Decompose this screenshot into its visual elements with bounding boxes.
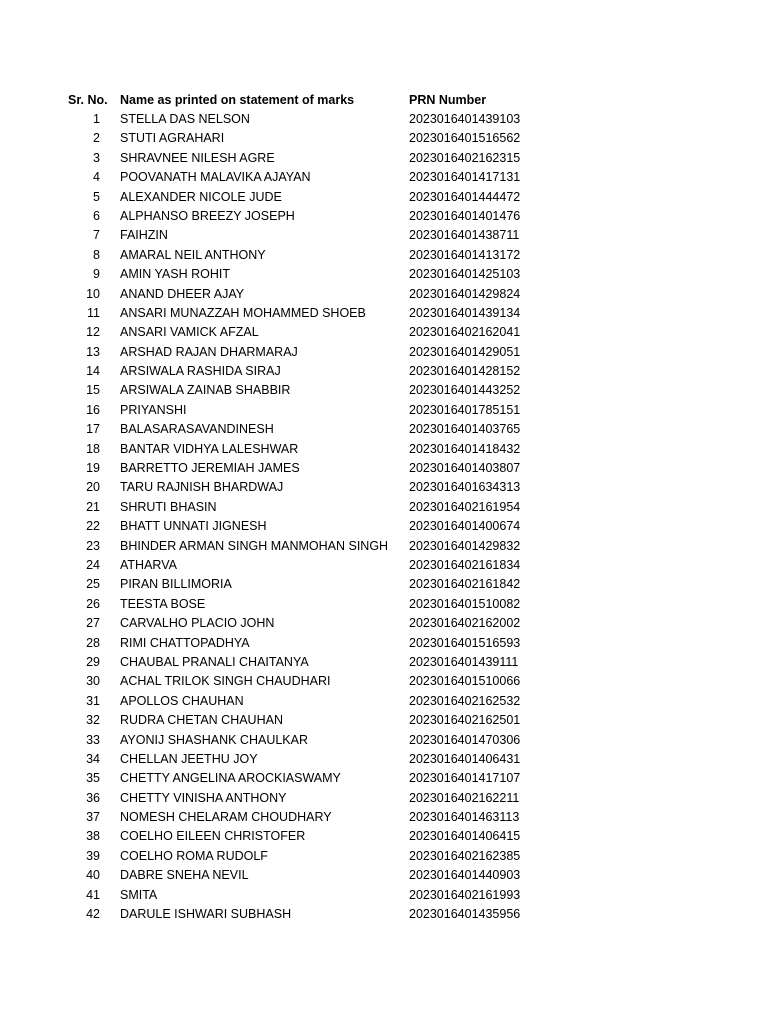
prn-cell: 2023016402162315 xyxy=(409,150,521,165)
table-row xyxy=(0,847,768,866)
prn-cell: 2023016401439103 xyxy=(409,112,521,126)
sr-no-cell: 11 xyxy=(87,305,100,320)
table-row xyxy=(0,265,768,284)
name-cell: CHAUBAL PRANALI CHAITANYA xyxy=(120,654,309,669)
table-row xyxy=(0,556,768,575)
prn-cell: 2023016402161834 xyxy=(409,557,521,572)
sr-no-cell: 12 xyxy=(86,325,100,340)
prn-cell: 2023016401785151 xyxy=(409,402,521,417)
prn-cell: 2023016401439134 xyxy=(409,305,521,320)
sr-no-cell: 3 xyxy=(93,150,100,165)
sr-no-cell: 35 xyxy=(86,771,100,786)
prn-cell: 2023016401403765 xyxy=(409,422,521,437)
prn-cell: 2023016401463113 xyxy=(409,810,520,825)
table-row xyxy=(0,285,768,304)
sr-no-cell: 38 xyxy=(86,829,100,844)
header-prn: PRN Number xyxy=(409,93,487,107)
sr-no-cell: 13 xyxy=(86,344,100,359)
prn-cell: 2023016401435956 xyxy=(409,907,521,922)
prn-cell: 2023016402161954 xyxy=(409,499,521,514)
name-cell: CHELLAN JEETHU JOY xyxy=(120,751,258,766)
name-cell: ANSARI VAMICK AFZAL xyxy=(120,325,259,340)
name-cell: ARSHAD RAJAN DHARMARAJ xyxy=(120,344,298,359)
table-row xyxy=(0,517,768,536)
prn-cell: 2023016401634313 xyxy=(409,480,521,495)
name-cell: ANSARI MUNAZZAH MOHAMMED SHOEB xyxy=(120,305,366,320)
table-row xyxy=(0,207,768,226)
sr-no-cell: 1 xyxy=(93,112,100,126)
name-cell: RUDRA CHETAN CHAUHAN xyxy=(120,713,283,728)
table-row xyxy=(0,614,768,633)
table-row xyxy=(0,440,768,459)
header-name: Name as printed on statement of marks xyxy=(120,93,355,107)
name-cell: SHRAVNEE NILESH AGRE xyxy=(120,150,275,165)
prn-cell: 2023016401429832 xyxy=(409,538,521,553)
prn-cell: 2023016401428152 xyxy=(409,364,521,379)
prn-cell: 2023016401440903 xyxy=(409,868,521,883)
name-cell: AYONIJ SHASHANK CHAULKAR xyxy=(120,732,309,747)
name-cell: FAIHZIN xyxy=(120,228,168,243)
prn-cell: 2023016402161993 xyxy=(409,887,521,902)
table-row xyxy=(0,634,768,653)
name-cell: BALASARASAVANDINESH xyxy=(120,422,274,437)
prn-cell: 2023016402161842 xyxy=(409,577,521,592)
table-row xyxy=(0,498,768,517)
name-cell: BHINDER ARMAN SINGH MANMOHAN SINGH xyxy=(120,538,389,553)
sr-no-cell: 9 xyxy=(93,267,100,282)
sr-no-cell: 29 xyxy=(86,654,100,669)
sr-no-cell: 25 xyxy=(86,577,100,592)
sr-no-cell: 5 xyxy=(93,189,100,204)
sr-no-cell: 14 xyxy=(86,364,100,379)
name-cell: ACHAL TRILOK SINGH CHAUDHARI xyxy=(120,674,331,689)
name-cell: BHATT UNNATI JIGNESH xyxy=(120,519,267,534)
table-row xyxy=(0,653,768,672)
prn-cell: 2023016401413172 xyxy=(409,247,521,262)
name-cell: AMIN YASH ROHIT xyxy=(120,267,230,282)
name-cell: BARRETTO JEREMIAH JAMES xyxy=(120,461,300,476)
name-cell: ARSIWALA RASHIDA SIRAJ xyxy=(120,364,281,379)
name-cell: STUTI AGRAHARI xyxy=(120,131,225,146)
name-cell: POOVANATH MALAVIKA AJAYAN xyxy=(120,170,311,185)
table-row xyxy=(0,304,768,323)
table-row xyxy=(0,769,768,788)
name-cell: STELLA DAS NELSON xyxy=(120,112,250,126)
prn-cell: 2023016402162385 xyxy=(409,848,521,863)
table-row xyxy=(0,866,768,885)
table-row xyxy=(0,459,768,478)
table-row xyxy=(0,731,768,750)
table-row xyxy=(0,149,768,168)
table-row xyxy=(0,129,768,148)
name-cell: ALEXANDER NICOLE JUDE xyxy=(120,189,282,204)
name-cell: SMITA xyxy=(120,887,158,902)
table-row xyxy=(0,595,768,614)
sr-no-cell: 21 xyxy=(86,499,100,514)
sr-no-cell: 37 xyxy=(86,810,100,825)
name-cell: BANTAR VIDHYA LALESHWAR xyxy=(120,441,299,456)
prn-cell: 2023016401406415 xyxy=(409,829,521,844)
sr-no-cell: 32 xyxy=(86,713,100,728)
sr-no-cell: 28 xyxy=(86,635,100,650)
sr-no-cell: 2 xyxy=(93,131,100,146)
prn-cell: 2023016402162002 xyxy=(409,616,521,631)
prn-cell: 2023016402162532 xyxy=(409,693,521,708)
prn-cell: 2023016401429051 xyxy=(409,344,521,359)
sr-no-cell: 4 xyxy=(93,170,100,185)
sr-no-cell: 19 xyxy=(86,461,100,476)
sr-no-cell: 41 xyxy=(86,887,100,902)
table-row xyxy=(0,789,768,808)
sr-no-cell: 15 xyxy=(86,383,100,398)
table-row xyxy=(0,711,768,730)
name-cell: ANAND DHEER AJAY xyxy=(120,286,245,301)
table-row xyxy=(0,827,768,846)
prn-cell: 2023016401439111 xyxy=(409,654,519,669)
name-cell: ARSIWALA ZAINAB SHABBIR xyxy=(120,383,291,398)
name-cell: ATHARVA xyxy=(120,557,177,572)
table-header xyxy=(0,91,768,110)
sr-no-cell: 17 xyxy=(86,422,100,437)
prn-cell: 2023016401400674 xyxy=(409,519,521,534)
prn-cell: 2023016401429824 xyxy=(409,286,521,301)
sr-no-cell: 34 xyxy=(86,751,100,766)
prn-cell: 2023016401443252 xyxy=(409,383,521,398)
name-cell: CARVALHO PLACIO JOHN xyxy=(120,616,275,631)
table-row xyxy=(0,886,768,905)
name-cell: COELHO ROMA RUDOLF xyxy=(120,848,268,863)
name-cell: CHETTY VINISHA ANTHONY xyxy=(120,790,287,805)
prn-cell: 2023016401401476 xyxy=(409,208,521,223)
prn-cell: 2023016401516593 xyxy=(409,635,521,650)
prn-cell: 2023016401403807 xyxy=(409,461,521,476)
sr-no-cell: 22 xyxy=(86,519,100,534)
table-row xyxy=(0,808,768,827)
table-row xyxy=(0,420,768,439)
name-cell: APOLLOS CHAUHAN xyxy=(120,693,244,708)
table-row xyxy=(0,381,768,400)
sr-no-cell: 26 xyxy=(86,596,100,611)
name-cell: SHRUTI BHASIN xyxy=(120,499,217,514)
prn-cell: 2023016401418432 xyxy=(409,441,521,456)
prn-cell: 2023016401470306 xyxy=(409,732,521,747)
name-cell: COELHO EILEEN CHRISTOFER xyxy=(120,829,306,844)
table-row xyxy=(0,323,768,342)
table-row xyxy=(0,226,768,245)
prn-cell: 2023016401516562 xyxy=(409,131,521,146)
sr-no-cell: 10 xyxy=(86,286,100,301)
sr-no-cell: 42 xyxy=(86,907,100,922)
name-cell: NOMESH CHELARAM CHOUDHARY xyxy=(120,810,332,825)
table-row xyxy=(0,575,768,594)
table-row xyxy=(0,110,768,129)
table-row xyxy=(0,750,768,769)
prn-cell: 2023016401417131 xyxy=(409,170,521,185)
sr-no-cell: 24 xyxy=(86,557,100,572)
name-cell: TARU RAJNISH BHARDWAJ xyxy=(120,480,284,495)
sr-no-cell: 33 xyxy=(86,732,100,747)
table-row xyxy=(0,343,768,362)
sr-no-cell: 7 xyxy=(93,228,100,243)
name-cell: RIMI CHATTOPADHYA xyxy=(120,635,250,650)
table-row xyxy=(0,537,768,556)
sr-no-cell: 20 xyxy=(86,480,100,495)
sr-no-cell: 6 xyxy=(93,208,100,223)
name-cell: PRIYANSHI xyxy=(120,402,187,417)
table-row xyxy=(0,188,768,207)
prn-cell: 2023016402162501 xyxy=(409,713,521,728)
prn-cell: 2023016401444472 xyxy=(409,189,521,204)
sr-no-cell: 39 xyxy=(86,848,100,863)
table-row xyxy=(0,246,768,265)
table-row xyxy=(0,362,768,381)
prn-cell: 2023016401425103 xyxy=(409,267,521,282)
table-body xyxy=(0,110,768,924)
prn-cell: 2023016401417107 xyxy=(409,771,521,786)
table-row xyxy=(0,168,768,187)
sr-no-cell: 23 xyxy=(86,538,100,553)
table-row xyxy=(0,672,768,691)
prn-cell: 2023016402162211 xyxy=(409,790,520,805)
student-list-sheet xyxy=(0,91,768,924)
prn-cell: 2023016401510066 xyxy=(409,674,521,689)
sr-no-cell: 27 xyxy=(86,616,100,631)
table-row xyxy=(0,692,768,711)
header-sr-no: Sr. No. xyxy=(68,93,108,107)
prn-cell: 2023016401510082 xyxy=(409,596,521,611)
name-cell: PIRAN BILLIMORIA xyxy=(120,577,232,592)
prn-cell: 2023016401406431 xyxy=(409,751,521,766)
prn-cell: 2023016402162041 xyxy=(409,325,521,340)
prn-cell: 2023016401438711 xyxy=(409,228,520,243)
name-cell: DARULE ISHWARI SUBHASH xyxy=(120,907,292,922)
sr-no-cell: 18 xyxy=(86,441,100,456)
sr-no-cell: 36 xyxy=(86,790,100,805)
name-cell: ALPHANSO BREEZY JOSEPH xyxy=(120,208,295,223)
name-cell: AMARAL NEIL ANTHONY xyxy=(120,247,266,262)
table-row xyxy=(0,905,768,924)
sr-no-cell: 8 xyxy=(93,247,100,262)
sr-no-cell: 31 xyxy=(86,693,100,708)
table-row xyxy=(0,478,768,497)
name-cell: DABRE SNEHA NEVIL xyxy=(120,868,249,883)
sr-no-cell: 40 xyxy=(86,868,100,883)
sr-no-cell: 16 xyxy=(86,402,100,417)
sr-no-cell: 30 xyxy=(86,674,100,689)
name-cell: CHETTY ANGELINA AROCKIASWAMY xyxy=(120,771,341,786)
name-cell: TEESTA BOSE xyxy=(120,596,206,611)
table-row xyxy=(0,401,768,420)
